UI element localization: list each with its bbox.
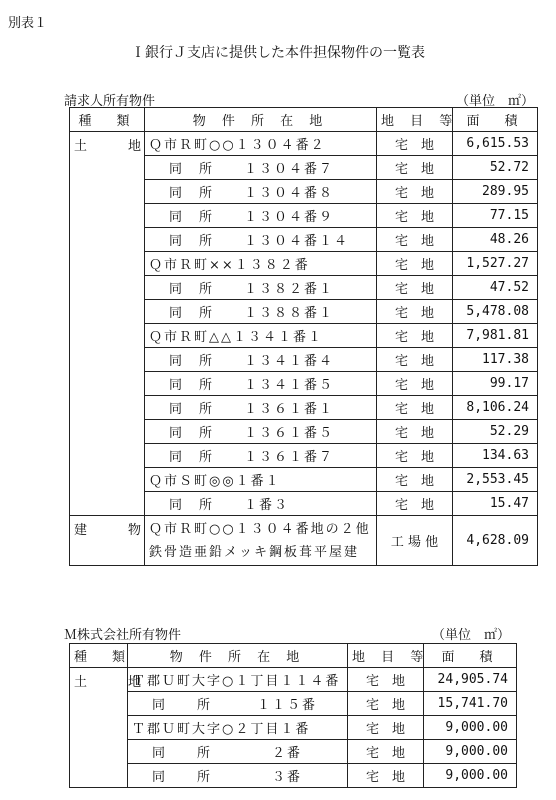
cell-area: 8,106.24	[453, 396, 538, 420]
cell-area: 2,553.45	[453, 468, 538, 492]
section1-unit: （単位 ㎡）	[456, 94, 535, 109]
cell-location: Ｑ市Ｓ町◎◎１番１	[145, 468, 377, 492]
cell-area: 9,000.00	[424, 716, 517, 740]
cell-area: 289.95	[453, 180, 538, 204]
cell-land-category: 宅 地	[377, 468, 453, 492]
table-row	[70, 668, 517, 692]
annex-label: 別表１	[8, 16, 48, 31]
cell-area: 117.38	[453, 348, 538, 372]
header-area: 面 積	[453, 108, 538, 132]
cell-land-category: 宅 地	[377, 276, 453, 300]
cell-location: 同 所 １３８８番１	[145, 300, 377, 324]
header-land-category: 地 目 等	[348, 644, 424, 668]
cell-location: 同 所 １番３	[145, 492, 377, 516]
building-location	[145, 516, 377, 566]
building-area: 4,628.09	[453, 516, 538, 566]
cell-land-category: 宅 地	[348, 668, 424, 692]
section2-unit: （単位 ㎡）	[432, 628, 511, 643]
cell-area: 52.72	[453, 156, 538, 180]
cell-land-category: 宅 地	[377, 324, 453, 348]
table-row	[70, 764, 517, 788]
page-title: Ｉ銀行Ｊ支店に提供した本件担保物件の一覧表	[131, 45, 425, 61]
cell-land-category: 宅 地	[377, 252, 453, 276]
cell-area: 24,905.74	[424, 668, 517, 692]
cell-land-category: 宅 地	[348, 692, 424, 716]
table-company-properties	[69, 643, 517, 788]
cell-land-category: 宅 地	[377, 132, 453, 156]
section1-heading: 請求人所有物件	[64, 94, 156, 109]
cell-location: 同 所 １１５番	[128, 692, 348, 716]
cell-land-category: 宅 地	[377, 420, 453, 444]
cell-land-category: 宅 地	[348, 764, 424, 788]
cell-land-category: 宅 地	[377, 396, 453, 420]
cell-land-category: 宅 地	[377, 204, 453, 228]
header-type: 種 類	[70, 644, 128, 668]
cell-land-category: 宅 地	[377, 348, 453, 372]
cell-location: 同 所 ２番	[128, 740, 348, 764]
cell-location: 同 所 １３０４番７	[145, 156, 377, 180]
cell-location: Ｑ市Ｒ町○○１３０４番２	[145, 132, 377, 156]
building-location-line2: 鉄骨造亜鉛メッキ鋼板葺平屋建	[149, 544, 360, 560]
cell-land-category: 宅 地	[377, 156, 453, 180]
cell-location: Ｑ市Ｒ町××１３８２番	[145, 252, 377, 276]
category-land: 土 地	[70, 132, 145, 516]
header-type: 種 類	[70, 108, 145, 132]
header-land-category: 地 目 等	[377, 108, 453, 132]
cell-area: 9,000.00	[424, 740, 517, 764]
cell-location: Ｔ郡Ｕ町大字○２丁目１番	[128, 716, 348, 740]
building-kind: 工 場 他	[377, 516, 453, 566]
cell-location: 同 所 １３６１番７	[145, 444, 377, 468]
cell-area: 48.26	[453, 228, 538, 252]
cell-location: 同 所 １３０４番９	[145, 204, 377, 228]
table-row	[70, 132, 538, 156]
cell-area: 5,478.08	[453, 300, 538, 324]
cell-area: 7,981.81	[453, 324, 538, 348]
category-building: 建 物	[70, 516, 145, 566]
cell-location: 同 所 １３４１番５	[145, 372, 377, 396]
cell-location: 同 所 １３８２番１	[145, 276, 377, 300]
cell-area: 15.47	[453, 492, 538, 516]
cell-area: 6,615.53	[453, 132, 538, 156]
building-location-line1: Ｑ市Ｒ町○○１３０４番地の２他	[149, 521, 371, 537]
cell-area: 15,741.70	[424, 692, 517, 716]
table-header-row	[70, 108, 538, 132]
cell-land-category: 宅 地	[377, 228, 453, 252]
table-row	[70, 716, 517, 740]
cell-land-category: 宅 地	[377, 300, 453, 324]
header-location: 物 件 所 在 地	[145, 108, 377, 132]
cell-land-category: 宅 地	[377, 492, 453, 516]
table-claimant-properties	[69, 107, 538, 566]
cell-area: 134.63	[453, 444, 538, 468]
cell-area: 77.15	[453, 204, 538, 228]
table-header-row	[70, 644, 517, 668]
cell-location: 同 所 １３６１番１	[145, 396, 377, 420]
cell-land-category: 宅 地	[377, 372, 453, 396]
cell-location: 同 所 ３番	[128, 764, 348, 788]
category-land: 土 地	[70, 668, 128, 788]
header-location: 物 件 所 在 地	[128, 644, 348, 668]
cell-location: 同 所 １３４１番４	[145, 348, 377, 372]
header-area: 面 積	[424, 644, 517, 668]
cell-land-category: 宅 地	[348, 740, 424, 764]
cell-area: 99.17	[453, 372, 538, 396]
cell-location: 同 所 １３０４番１４	[145, 228, 377, 252]
cell-area: 9,000.00	[424, 764, 517, 788]
cell-location: Ｔ郡Ｕ町大字○１丁目１１４番	[128, 668, 348, 692]
cell-location: 同 所 １３６１番５	[145, 420, 377, 444]
section2-heading: Ｍ株式会社所有物件	[64, 628, 182, 643]
cell-land-category: 宅 地	[348, 716, 424, 740]
cell-area: 52.29	[453, 420, 538, 444]
table-row-building	[70, 516, 538, 566]
table-row	[70, 692, 517, 716]
table-row	[70, 740, 517, 764]
cell-area: 1,527.27	[453, 252, 538, 276]
cell-location: 同 所 １３０４番８	[145, 180, 377, 204]
cell-area: 47.52	[453, 276, 538, 300]
cell-land-category: 宅 地	[377, 444, 453, 468]
cell-land-category: 宅 地	[377, 180, 453, 204]
cell-location: Ｑ市Ｒ町△△１３４１番１	[145, 324, 377, 348]
